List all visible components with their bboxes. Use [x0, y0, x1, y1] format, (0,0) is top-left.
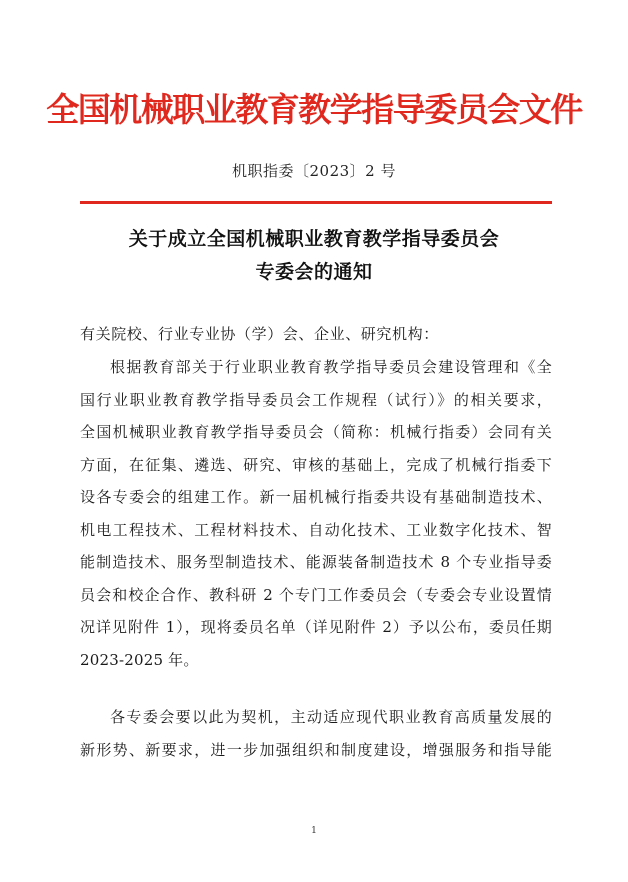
paragraph-line: 机电工程技术、工程材料技术、自动化技术、工业数字化技术、智: [80, 520, 552, 539]
salutation: 有关院校、行业专业协（学）会、企业、研究机构：: [80, 325, 439, 343]
document-number: 机职指委〔2023〕2 号: [232, 162, 396, 180]
paragraph-line: 国行业职业教育教学指导委员会工作规程（试行）》的相关要求，: [80, 390, 552, 409]
paragraph-line: 全国机械职业教育教学指导委员会（简称：机械行指委）会同有关: [80, 423, 552, 441]
paragraph-line: 各专委会要以此为契机，主动适应现代职业教育高质量发展的: [110, 708, 552, 726]
page-number: 1: [311, 826, 317, 836]
subject-line-2: 专委会的通知: [255, 261, 373, 283]
paragraph-2: [80, 701, 552, 766]
subject-line-1: 关于成立全国机械职业教育教学指导委员会: [128, 228, 500, 250]
paragraph-line: 能制造技术、服务型制造技术、能源装备制造技术 8 个专业指导委: [80, 553, 552, 571]
paragraph-line: 方面，在征集、遴选、研究、审核的基础上，完成了机械行指委下: [80, 455, 552, 474]
paragraph-line: 员会和校企合作、教科研 2 个专门工作委员会（专委会专业设置情: [80, 585, 552, 604]
header-red-rule: [80, 201, 552, 204]
paragraph-1: [80, 351, 552, 676]
document-header-title: 全国机械职业教育教学指导委员会文件: [46, 90, 582, 129]
paragraph-line: 设各专委会的组建工作。新一届机械行指委共设有基础制造技术、: [80, 488, 552, 506]
paragraph-line: 新形势、新要求，进一步加强组织和制度建设，增强服务和指导能: [80, 740, 552, 759]
paragraph-line: 况详见附件 1），现将委员名单（详见附件 2）予以公布，委员任期: [80, 618, 552, 636]
paragraph-line: 根据教育部关于行业职业教育教学指导委员会建设管理和《全: [110, 358, 552, 376]
paragraph-line: 2023-2025 年。: [80, 650, 199, 669]
